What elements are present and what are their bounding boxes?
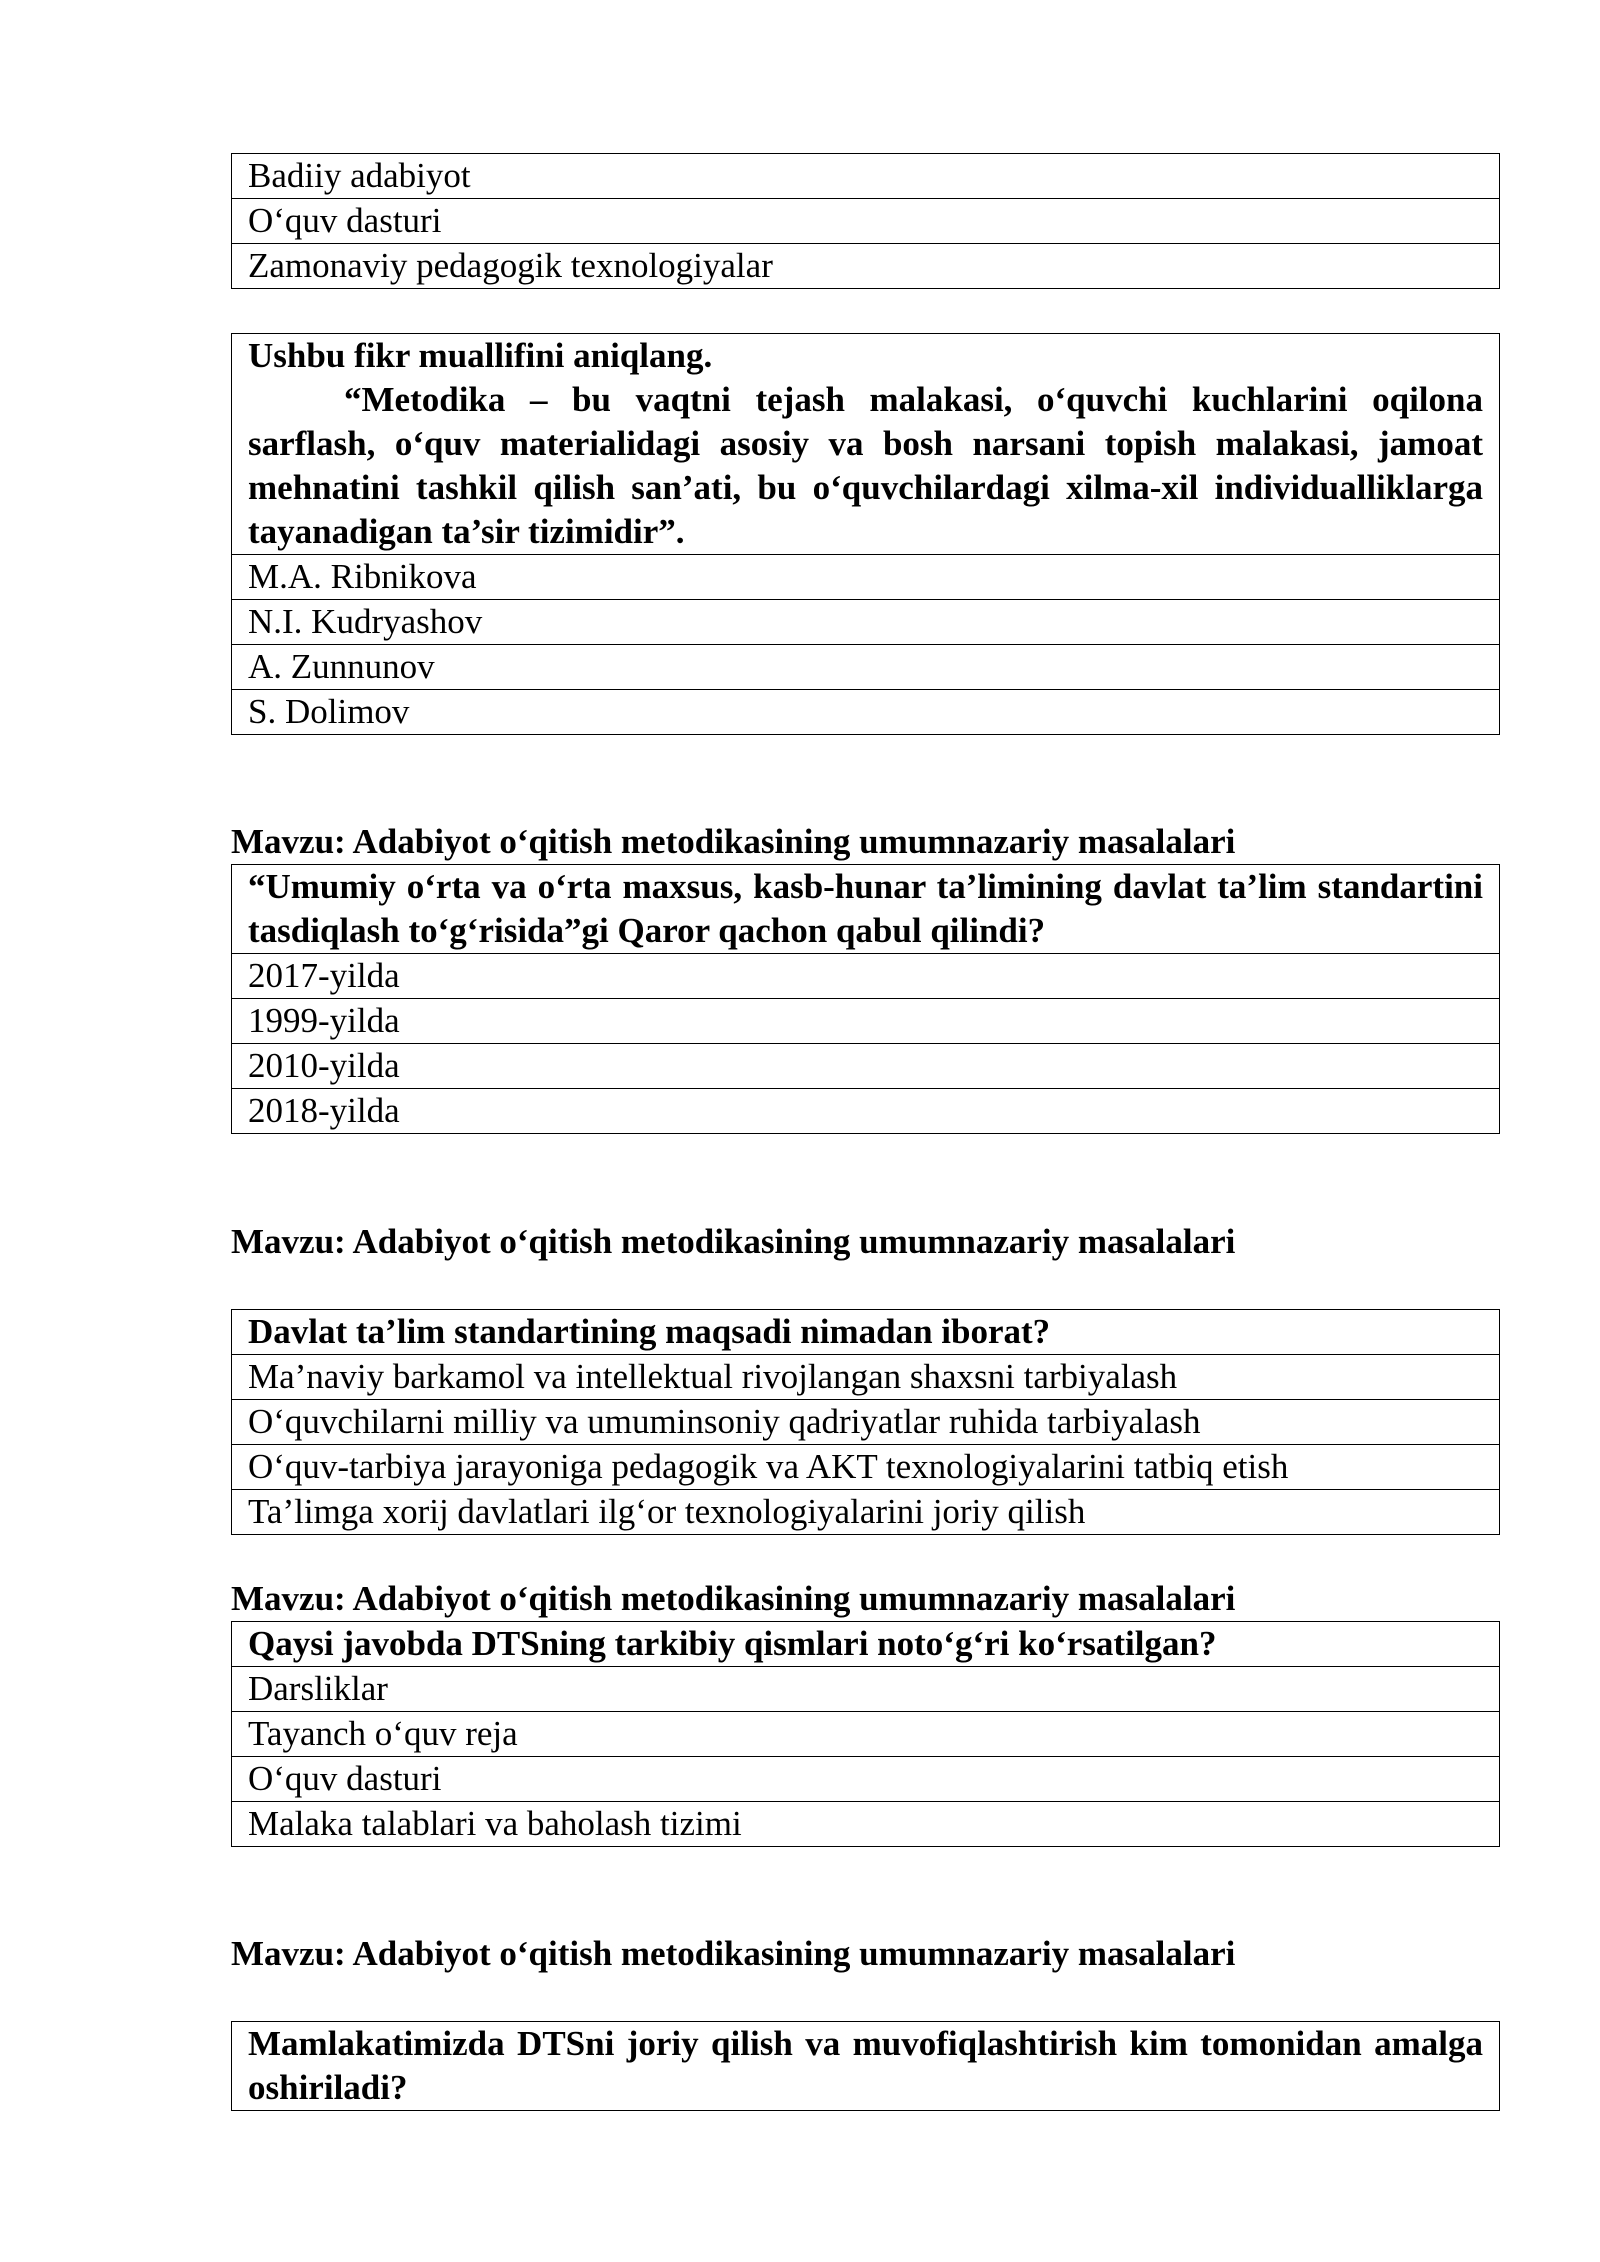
option-cell: M.A. Ribnikova xyxy=(232,555,1500,600)
question-block-5 xyxy=(231,2021,1500,2111)
topic-heading: Mavzu: Adabiyot o‘qitish metodikasining umumnazariy masalalari xyxy=(231,1934,1236,1973)
option-row xyxy=(232,690,1500,735)
topic-heading: Mavzu: Adabiyot o‘qitish metodikasining umumnazariy masalalari xyxy=(231,1579,1236,1618)
option-row xyxy=(232,555,1500,600)
option-row xyxy=(232,1044,1500,1089)
option-row xyxy=(232,600,1500,645)
question-cell: Qaysi javobda DTSning tarkibiy qismlari noto‘g‘ri ko‘rsatilgan? xyxy=(232,1622,1500,1667)
question-table xyxy=(231,1309,1500,1535)
option-cell: 2017-yilda xyxy=(232,954,1500,999)
option-row xyxy=(232,1089,1500,1134)
option-row xyxy=(232,1757,1500,1802)
option-row xyxy=(232,1445,1500,1490)
question-table xyxy=(231,2021,1500,2111)
question-row xyxy=(232,1310,1500,1355)
option-row xyxy=(232,1400,1500,1445)
option-cell: O‘quv dasturi xyxy=(232,199,1500,244)
option-row xyxy=(232,645,1500,690)
option-row xyxy=(232,199,1500,244)
option-row xyxy=(232,954,1500,999)
option-row xyxy=(232,154,1500,199)
topic-heading: Mavzu: Adabiyot o‘qitish metodikasining umumnazariy masalalari xyxy=(231,1222,1236,1261)
option-cell: Tayanch o‘quv reja xyxy=(232,1712,1500,1757)
option-row xyxy=(232,1355,1500,1400)
question-block-2 xyxy=(231,864,1500,1134)
question-table xyxy=(231,864,1500,1134)
option-cell: Malaka talablari va baholash tizimi xyxy=(232,1802,1500,1847)
question-row xyxy=(232,865,1500,954)
option-cell: O‘quvchilarni milliy va umuminsoniy qadriyatlar ruhida tarbiyalash xyxy=(232,1400,1500,1445)
option-cell: 2018-yilda xyxy=(232,1089,1500,1134)
question-block-0 xyxy=(231,153,1500,289)
question-cell: Mamlakatimizda DTSni joriy qilish va muvofiqlashtirish kim tomonidan amalga oshiriladi? xyxy=(232,2022,1500,2111)
option-cell: Zamonaviy pedagogik texnologiyalar xyxy=(232,244,1500,289)
answer-table xyxy=(231,153,1500,289)
question-row xyxy=(232,1622,1500,1667)
option-cell: S. Dolimov xyxy=(232,690,1500,735)
option-row xyxy=(232,244,1500,289)
option-row xyxy=(232,999,1500,1044)
question-table xyxy=(231,1621,1500,1847)
quote-text: “Metodika – bu vaqtni tejash malakasi, o‘quvchi kuchlarini oqilona sarflash, o‘quv materialidagi asosiy va bosh narsani topish malakasi, jamoat mehnatini tashkil qilish san’ati, bu o‘quvchilardagi xilma-xil individualliklarga tayanadigan ta’sir tizimidir”. xyxy=(248,380,1483,551)
question-cell: “Umumiy o‘rta va o‘rta maxsus, kasb-hunar ta’limining davlat ta’lim standartini tasdiqlash to‘g‘risida”gi Qaror qachon qabul qilindi? xyxy=(232,865,1500,954)
option-row xyxy=(232,1802,1500,1847)
option-cell: Badiiy adabiyot xyxy=(232,154,1500,199)
option-row xyxy=(232,1490,1500,1535)
question-text: Ushbu fikr muallifini aniqlang. xyxy=(248,336,713,375)
topic-heading: Mavzu: Adabiyot o‘qitish metodikasining umumnazariy masalalari xyxy=(231,822,1236,861)
option-cell: O‘quv dasturi xyxy=(232,1757,1500,1802)
option-cell: A. Zunnunov xyxy=(232,645,1500,690)
question-cell: Davlat ta’lim standartining maqsadi nimadan iborat? xyxy=(232,1310,1500,1355)
option-cell: 1999-yilda xyxy=(232,999,1500,1044)
option-row xyxy=(232,1712,1500,1757)
question-table xyxy=(231,333,1500,735)
option-cell: Ma’naviy barkamol va intellektual rivojlangan shaxsni tarbiyalash xyxy=(232,1355,1500,1400)
option-cell: 2010-yilda xyxy=(232,1044,1500,1089)
question-cell xyxy=(232,334,1500,555)
question-block-1 xyxy=(231,333,1500,735)
question-block-4 xyxy=(231,1621,1500,1847)
option-cell: Ta’limga xorij davlatlari ilg‘or texnologiyalarini joriy qilish xyxy=(232,1490,1500,1535)
question-row xyxy=(232,334,1500,555)
option-cell: N.I. Kudryashov xyxy=(232,600,1500,645)
option-cell: O‘quv-tarbiya jarayoniga pedagogik va AKT texnologiyalarini tatbiq etish xyxy=(232,1445,1500,1490)
option-cell: Darsliklar xyxy=(232,1667,1500,1712)
question-row xyxy=(232,2022,1500,2111)
question-block-3 xyxy=(231,1309,1500,1535)
option-row xyxy=(232,1667,1500,1712)
